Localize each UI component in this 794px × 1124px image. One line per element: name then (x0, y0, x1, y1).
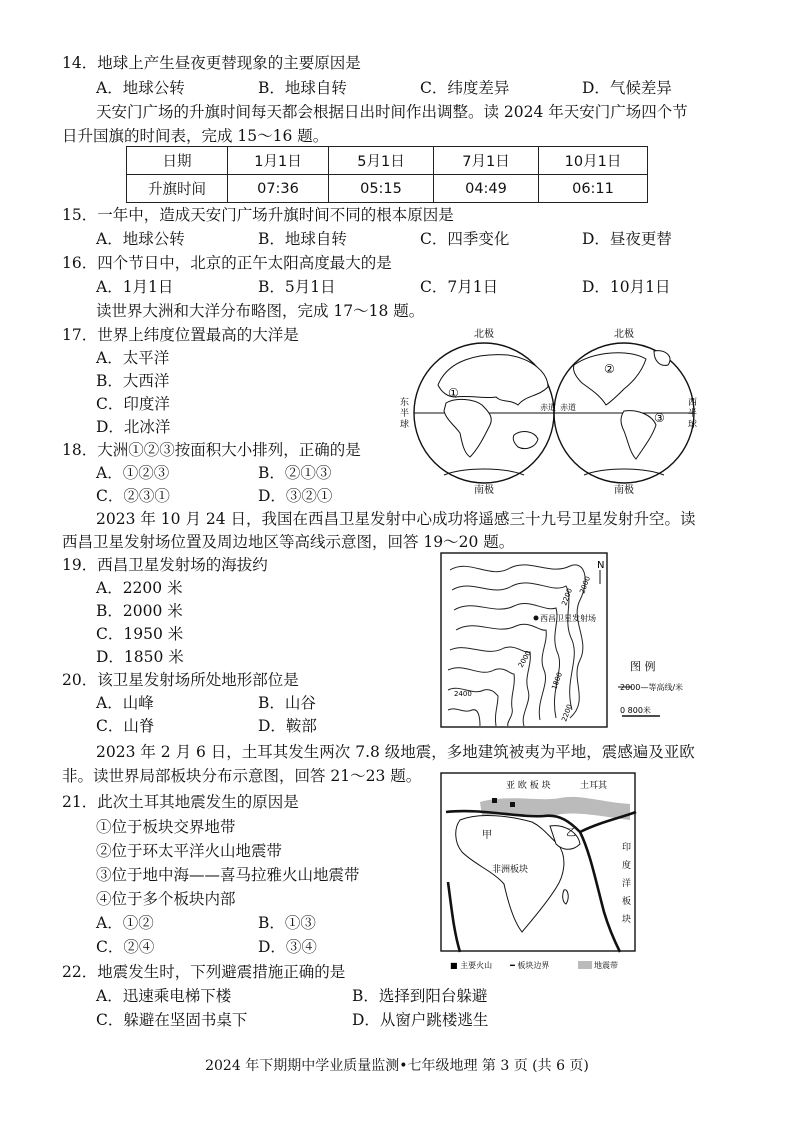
continent-mark-2: ② (604, 362, 615, 376)
q14-stem: 14．地球上产生昼夜更替现象的主要原因是 (62, 54, 361, 72)
q20-stem: 20．该卫星发射场所处地形部位是 (62, 671, 299, 689)
q19-option-b: B．2000 米 (96, 602, 183, 620)
q22-option-d: D．从窗户跳楼逃生 (352, 1011, 489, 1029)
q17-option-b: B．大西洋 (96, 372, 170, 390)
western-hemisphere-label: 西半球 (688, 398, 698, 430)
q21-item-2: ②位于环太平洋火山地震带 (96, 842, 283, 860)
q22-option-c: C．躲避在坚固书桌下 (96, 1011, 248, 1029)
q21-option-c: C．②④ (96, 938, 155, 956)
contour-label: 2400 (454, 690, 472, 698)
q17-stem: 17．世界上纬度位置最高的大洋是 (62, 326, 299, 344)
legend-belt-swatch (578, 961, 592, 969)
q16-stem: 16．四个节日中，北京的正午太阳高度最大的是 (62, 254, 392, 272)
antarctica-shape-left (444, 469, 524, 475)
volcano-marker (492, 798, 497, 803)
table-cell-time: 04:49 (434, 175, 539, 203)
q17-option-d: D．北冰洋 (96, 418, 171, 436)
q15-option-d: D．昼夜更替 (582, 230, 672, 248)
q18-stem: 18．大洲①②③按面积大小排列，正确的是 (62, 441, 361, 459)
madagascar-shape (563, 890, 568, 904)
african-plate-label: 非洲板块 (492, 865, 529, 875)
launch-site-label: 西昌卫星发射场 (540, 614, 596, 623)
contour-label: 2000 (516, 649, 533, 669)
greenland-shape (654, 351, 670, 366)
page-footer: 2024 年下期期中学业质量监测•七年级地理 第 3 页 (共 6 页) (205, 1058, 589, 1074)
equator-label-left: 赤道 (540, 403, 556, 412)
q21-item-3: ③位于地中海——喜马拉雅火山地震带 (96, 866, 360, 884)
table-cell-time: 06:11 (539, 175, 648, 203)
antarctica-shape-right (584, 469, 664, 475)
table-cell-date: 1月1日 (228, 147, 329, 175)
table-header-time: 升旗时间 (127, 175, 228, 203)
q22-option-a: A．迅速乘电梯下楼 (96, 987, 232, 1005)
q21-stem: 21．此次土耳其地震发生的原因是 (62, 793, 299, 811)
table-cell-time: 07:36 (228, 175, 329, 203)
contour-label: 2200 (560, 703, 574, 723)
q15-stem: 15．一年中，造成天安门广场升旗时间不同的根本原因是 (62, 206, 454, 224)
continent-mark-3: ③ (654, 411, 665, 425)
legend-title: 图 例 (630, 660, 656, 673)
label-yi: 乙 (566, 828, 576, 839)
q18-option-a: A．①②③ (96, 464, 170, 482)
table-cell-date: 10月1日 (539, 147, 648, 175)
q19-option-c: C．1950 米 (96, 625, 184, 643)
q18-option-c: C．②③① (96, 487, 170, 505)
q15-option-b: B．地球自转 (258, 230, 347, 248)
q21-option-d: D．③④ (258, 938, 317, 956)
volcano-marker (510, 802, 515, 807)
intro-19-line1: 2023 年 10 月 24 日，我国在西昌卫星发射中心成功将遥感三十九号卫星发射升空。读 (96, 510, 696, 528)
q21-option-b: B．①③ (258, 914, 316, 932)
q14-option-d: D．气候差异 (582, 79, 672, 97)
q16-option-c: C．7月1日 (420, 278, 499, 296)
q19-option-a: A．2200 米 (96, 579, 183, 597)
intro-15-line1: 天安门广场的升旗时间每天都会根据日出时间作出调整。读 2024 年天安门广场四个节 (96, 103, 688, 121)
q21-item-1: ①位于板块交界地带 (96, 818, 236, 836)
contour-map (440, 550, 702, 730)
eurasian-plate-label: 亚 欧 板 块 (506, 781, 551, 791)
q21-item-4: ④位于多个板块内部 (96, 890, 236, 908)
q15-option-a: A．地球公转 (96, 230, 185, 248)
south-pole-label-right: 南极 (614, 485, 634, 496)
intro-21-line2: 非。读世界局部板块分布示意图，回答 21～23 题。 (62, 767, 422, 785)
south-america-shape (621, 411, 656, 459)
q17-option-c: C．印度洋 (96, 395, 170, 413)
q14-option-c: C．纬度差异 (420, 79, 510, 97)
intro-15-line2: 日升国旗的时间表，完成 15～16 题。 (62, 127, 329, 145)
q22-stem: 22．地震发生时，下列避震措施正确的是 (62, 963, 346, 981)
launch-site-marker (534, 616, 539, 621)
q16-option-d: D．10月1日 (582, 278, 671, 296)
eastern-hemisphere-label: 东半球 (400, 398, 410, 430)
label-jia: 甲 (482, 830, 492, 841)
table-row (127, 175, 648, 203)
plate-map (440, 772, 640, 972)
q18-option-d: D．③②① (258, 487, 333, 505)
q20-option-d: D．鞍部 (258, 717, 317, 735)
q17-option-a: A．太平洋 (96, 349, 170, 367)
legend-volcano: ■ 主要火山 (450, 961, 493, 970)
table-cell-date: 7月1日 (434, 147, 539, 175)
north-america-shape (573, 353, 646, 405)
q20-option-c: C．山脊 (96, 717, 155, 735)
contour-label: 1800 (550, 671, 564, 691)
south-pole-label-left: 南极 (474, 485, 494, 496)
q20-option-a: A．山峰 (96, 694, 154, 712)
flag-raising-schedule-table (126, 146, 648, 203)
table-cell-date: 5月1日 (329, 147, 434, 175)
q19-option-d: D．1850 米 (96, 648, 184, 666)
q15-option-c: C．四季变化 (420, 230, 510, 248)
hemispheres-map (398, 325, 698, 497)
legend-belt: 地震带 (594, 961, 618, 970)
table-row (127, 147, 648, 175)
scale-label: 0 800米 (620, 706, 651, 715)
intro-19-line2: 西昌卫星发射场位置及周边地区等高线示意图，回答 19～20 题。 (62, 533, 515, 551)
north-arrow: N (597, 560, 605, 571)
legend-boundary: ━ 板块边界 (510, 961, 550, 970)
q14-option-b: B．地球自转 (258, 79, 347, 97)
q21-option-a: A．①② (96, 914, 154, 932)
table-header-date: 日期 (127, 147, 228, 175)
q19-stem: 19．西昌卫星发射场的海拔约 (62, 556, 268, 574)
contour-label: 2200 (560, 587, 574, 607)
contour-label: 2000 (578, 575, 592, 595)
q20-option-b: B．山谷 (258, 694, 316, 712)
intro-21-line1: 2023 年 2 月 6 日，土耳其发生两次 7.8 级地震，多地建筑被夷为平地，震感遍及亚欧 (96, 743, 695, 761)
north-pole-label-right: 北极 (614, 329, 634, 340)
north-pole-label-left: 北极 (474, 329, 494, 340)
equator-label-right: 赤道 (560, 403, 576, 412)
australia-shape (513, 432, 538, 449)
q16-option-a: A．1月1日 (96, 278, 174, 296)
q14-option-a: A．地球公转 (96, 79, 185, 97)
table-cell-time: 05:15 (329, 175, 434, 203)
continent-mark-1: ① (448, 386, 459, 400)
q16-option-b: B．5月1日 (258, 278, 336, 296)
q22-option-b: B．选择到阳台躲避 (352, 987, 488, 1005)
turkey-label: 土耳其 (580, 781, 608, 791)
intro-17: 读世界大洲和大洋分布略图，完成 17～18 题。 (96, 302, 425, 320)
africa-shape (444, 399, 491, 457)
legend-contour-text: 2000—等高线/米 (620, 683, 684, 692)
indian-ocean-plate-label: 印 度 洋 板 块 (622, 843, 632, 925)
q18-option-b: B．②①③ (258, 464, 332, 482)
